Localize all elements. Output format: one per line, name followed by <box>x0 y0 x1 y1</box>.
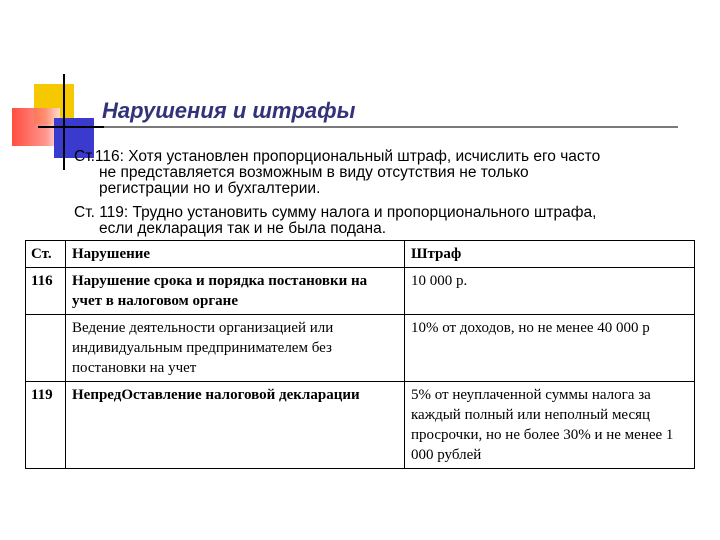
violations-table <box>25 240 695 469</box>
header-article: Ст. <box>26 241 66 268</box>
table-row <box>26 315 695 382</box>
header-fine: Штраф <box>405 241 695 268</box>
decor-vertical-line <box>63 74 65 170</box>
title-underline-accent <box>38 126 104 128</box>
cell-article: 119 <box>26 382 66 469</box>
note-line: Ст.116: Хотя установлен пропорциональный штраф, исчислить его часто <box>74 148 601 165</box>
table-row <box>26 382 695 469</box>
table-row <box>26 268 695 315</box>
note-art-116 <box>74 149 694 197</box>
note-line: регистрации но и бухгалтерии. <box>99 180 321 197</box>
slide-title: Нарушения и штрафы <box>102 98 356 123</box>
table-header-row <box>26 241 695 268</box>
cell-violation: Нарушение срока и порядка постановки на учет в налоговом органе <box>66 268 405 315</box>
note-art-119 <box>74 205 694 237</box>
cell-violation: Ведение деятельности организацией или индивидуальным предпринимателем без постановки на учет <box>66 315 405 382</box>
cell-fine: 10 000 р. <box>405 268 695 315</box>
cell-fine: 5% от неуплаченной суммы налога за каждый полный или неполный месяц просрочки, но не более 30% и не менее 1 000 рублей <box>405 382 695 469</box>
note-line: Ст. 119: Трудно установить сумму налога и пропорционального штрафа, <box>74 204 597 221</box>
cell-violation: НепредОставление налоговой декларации <box>66 382 405 469</box>
note-line: если декларация так и не была подана. <box>99 220 387 237</box>
header-violation: Нарушение <box>66 241 405 268</box>
title-underline <box>38 126 678 128</box>
note-line: не представляется возможным в виду отсутствия не только <box>99 164 529 181</box>
cell-article: 116 <box>26 268 66 315</box>
cell-fine: 10% от доходов, но не менее 40 000 р <box>405 315 695 382</box>
cell-article <box>26 315 66 382</box>
